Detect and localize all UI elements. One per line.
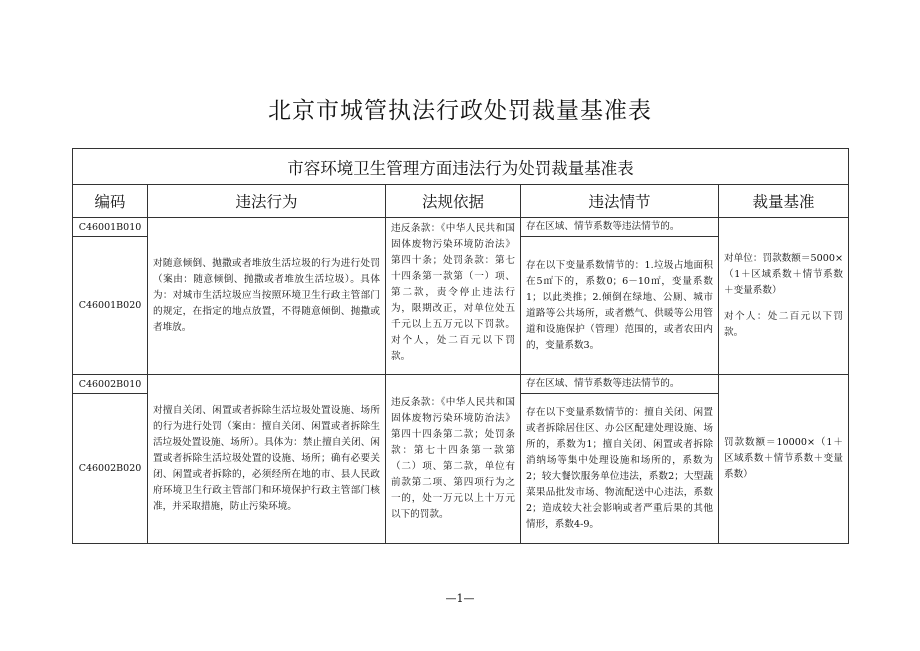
code-cell: C46001B020 xyxy=(73,237,148,375)
page-number: —1— xyxy=(445,592,475,605)
table-row xyxy=(73,375,849,394)
standard-cell xyxy=(719,218,849,375)
circumstance-cell: 存在区域、情节系数等违法情节的。 xyxy=(521,218,719,237)
table-caption: 市容环境卫生管理方面违法行为处罚裁量基准表 xyxy=(73,149,849,185)
header-behavior: 违法行为 xyxy=(148,185,386,218)
behavior-cell: 对擅自关闭、闲置或者拆除生活垃圾处置设施、场所的行为进行处罚（案由：擅自关闭、闲置或者拆除生活垃圾处置设施、场所）。具体为：禁止擅自关闭、闲置或者拆除生活垃圾处置的设施、场所；确有必要关闭、闲置或者拆除的，必须经所在地的市、县人民政府环境卫生行政主管部门和环境保护行政主管部门核准，并采取措施，防止污染环境。 xyxy=(148,375,386,544)
code-cell: C46001B010 xyxy=(73,218,148,237)
header-circumstance: 违法情节 xyxy=(521,185,719,218)
standard-cell: 罚款数额＝10000×（1＋区域系数＋情节系数＋变量系数） xyxy=(719,375,849,544)
header-basis: 法规依据 xyxy=(386,185,521,218)
code-cell: C46002B010 xyxy=(73,375,148,394)
circumstance-cell: 存在以下变量系数情节的：1.垃圾占地面积在5㎡下的，系数0；6－10㎡，变量系数1；以此类推；2.倾倒在绿地、公厕、城市道路等公共场所，或者燃气、供暖等公用管道和设施保护（管理）范围的，或者农田内的，变量系数3。 xyxy=(521,237,719,375)
penalty-table xyxy=(72,148,849,544)
standard-unit: 对单位：罚款数额＝5000×（1＋区域系数＋情节系数＋变量系数） xyxy=(724,253,843,296)
header-standard: 裁量基准 xyxy=(719,185,849,218)
header-code: 编码 xyxy=(73,185,148,218)
code-cell: C46002B020 xyxy=(73,394,148,544)
page-title: 北京市城管执法行政处罚裁量基准表 xyxy=(268,98,652,124)
basis-cell: 违反条款：《中华人民共和国固体废物污染环境防治法》第四十条；处罚条款：第七十四条第一款第（一）项、第二款，责令停止违法行为，限期改正，对单位处五千元以上五万元以下罚款。对个人，处二百元以下罚款。 xyxy=(386,218,521,375)
behavior-cell: 对随意倾倒、抛撒或者堆放生活垃圾的行为进行处罚（案由：随意倾倒、抛撒或者堆放生活垃圾）。具体为：对城市生活垃圾应当按照环境卫生行政主管部门的规定，在指定的地点放置，不得随意倾倒、抛撒或者堆放。 xyxy=(148,218,386,375)
basis-cell: 违反条款：《中华人民共和国固体废物污染环境防治法》第四十四条第二款；处罚条款：第七十四条第一款第（二）项、第二款，单位有前款第二项、第四项行为之一的，处一万元以上十万元以下的罚款。 xyxy=(386,375,521,544)
table-row xyxy=(73,218,849,237)
circumstance-cell: 存在区域、情节系数等违法情节的。 xyxy=(521,375,719,394)
circumstance-cell: 存在以下变量系数情节的：擅自关闭、闲置或者拆除居住区、办公区配建处理设施、场所的，系数为1；擅自关闭、闲置或者拆除消纳场等集中处理设施和场所的，系数为2；较大餐饮服务单位违法，系数2；大型蔬菜果品批发市场、物流配送中心违法，系数2；造成较大社会影响或者严重后果的其他情形，系数4-9。 xyxy=(521,394,719,544)
standard-individual: 对个人：处二百元以下罚款。 xyxy=(724,311,843,338)
